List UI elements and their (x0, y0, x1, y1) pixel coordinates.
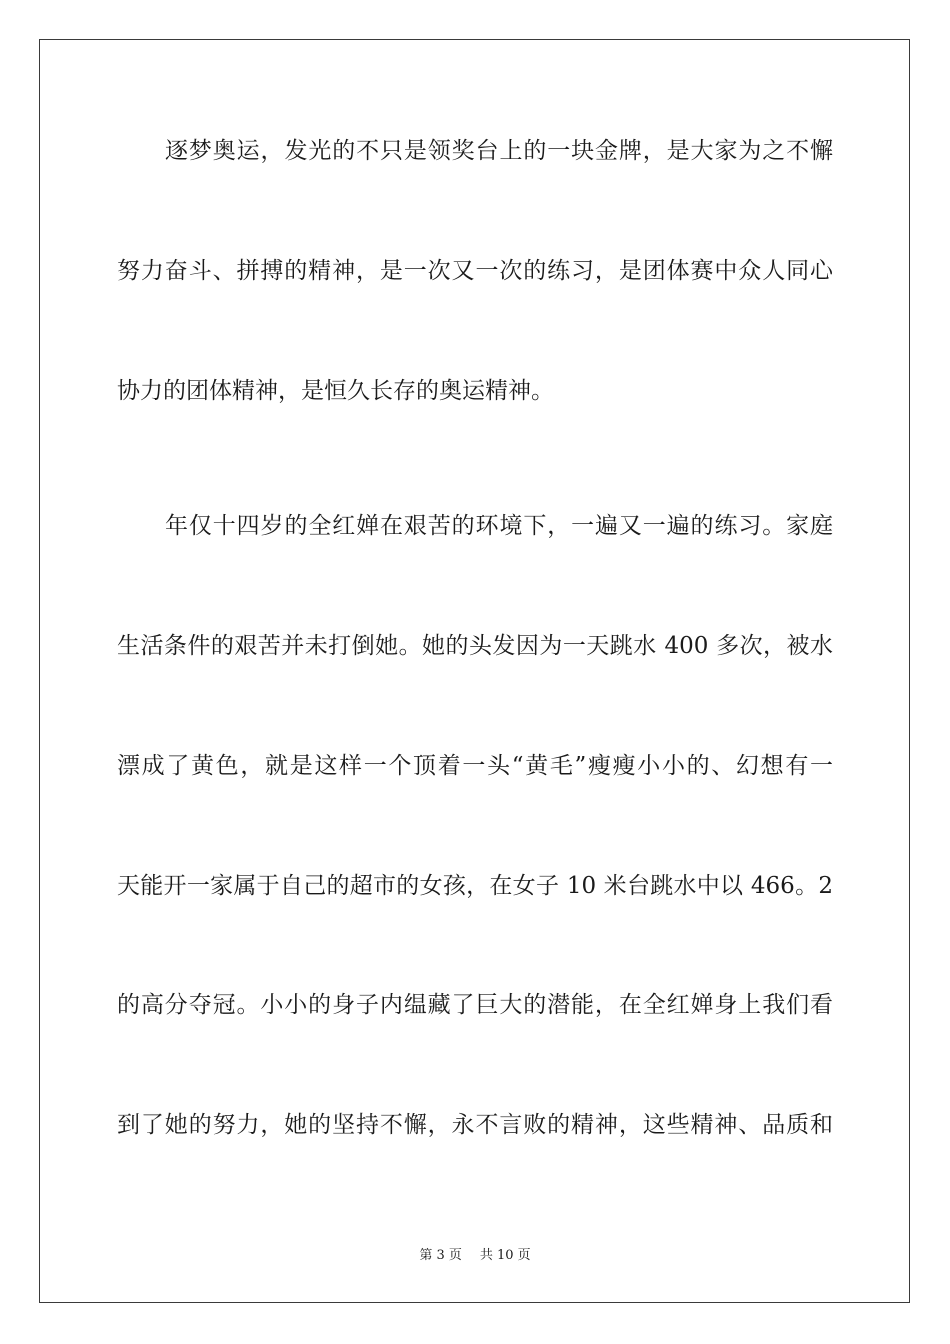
text-line: 努力奋斗、拼搏的精神，是一次又一次的练习，是团体赛中众人同心 (117, 258, 833, 284)
text-line: 生活条件的艰苦并未打倒她。她的头发因为一天跳水 400 多次，被水 (117, 633, 833, 659)
text-line: 逐梦奥运，发光的不只是领奖台上的一块金牌，是大家为之不懈 (165, 138, 833, 164)
text-line: 年仅十四岁的全红婵在艰苦的环境下，一遍又一遍的练习。家庭 (165, 513, 833, 539)
total-pages: 共 10 页 (479, 1248, 531, 1263)
text-line: 协力的团体精神，是恒久长存的奥运精神。 (117, 378, 554, 404)
page-footer (0, 1247, 950, 1265)
text-line: 的高分夺冠。小小的身子内缊藏了巨大的潜能，在全红婵身上我们看 (117, 992, 833, 1018)
text-line: 漂成了黄色，就是这样一个顶着一头“黄毛”瘦瘦小小的、幻想有一 (117, 753, 833, 779)
page-number: 第 3 页 (419, 1248, 462, 1263)
text-line: 到了她的努力，她的坚持不懈，永不言败的精神，这些精神、品质和 (117, 1112, 833, 1138)
text-line: 天能开一家属于自己的超市的女孩，在女子 10 米台跳水中以 466。2 (117, 873, 833, 899)
